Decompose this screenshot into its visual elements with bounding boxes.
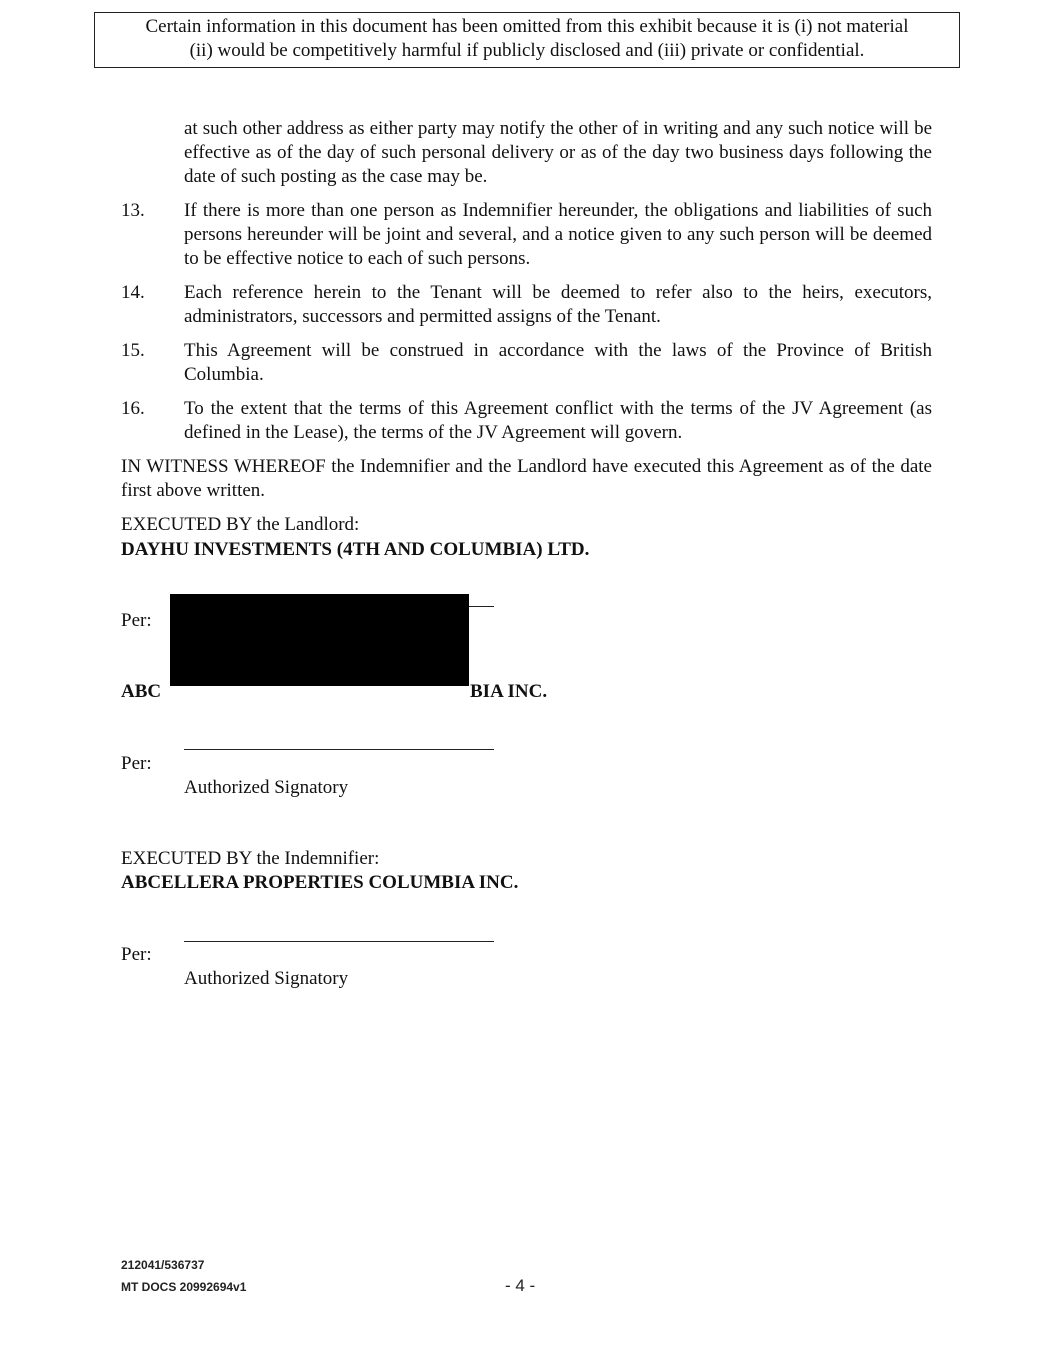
clause-number: 15. <box>121 340 145 361</box>
landlord-heading: EXECUTED BY the Landlord: <box>121 514 360 535</box>
landlord-company: DAYHU INVESTMENTS (4TH AND COLUMBIA) LTD. <box>121 539 590 560</box>
page-number: - 4 - <box>505 1276 536 1295</box>
notice-line-1: Certain information in this document has been omitted from this exhibit because it is (i) not material <box>145 16 909 37</box>
clause-text: To the extent that the terms of this Agreement conflict with the terms of the JV Agreement (as defined in the Lease), the terms of the JV Agreement will govern. <box>184 398 932 443</box>
indemnifier-heading: EXECUTED BY the Indemnifier: <box>121 848 380 869</box>
signature-line <box>184 749 494 750</box>
authorized-signatory-label: Authorized Signatory <box>184 777 349 798</box>
clause-number: 14. <box>121 282 145 303</box>
per-label: Per: <box>121 610 152 631</box>
clause-text: Each reference herein to the Tenant will be deemed to refer also to the heirs, executors, administrators, successors and permitted assigns of the Tenant. <box>184 282 932 327</box>
per-label: Per: <box>121 753 152 774</box>
per-label: Per: <box>121 944 152 965</box>
document-version: MT DOCS 20992694v1 <box>121 1280 247 1294</box>
document-reference: 212041/536737 <box>121 1258 205 1272</box>
notice-line-2: (ii) would be competitively harmful if publicly disclosed and (iii) private or confidential. <box>189 40 865 61</box>
confidentiality-notice <box>94 12 960 68</box>
continuation-paragraph: at such other address as either party may notify the other of in writing and any such notice will be effective as of the day of such personal delivery or as of the day two business days following the date of such posting as the case may be. <box>184 118 932 187</box>
authorized-signatory-label: Authorized Signatory <box>184 968 349 989</box>
clause-text: If there is more than one person as Indemnifier hereunder, the obligations and liabilities of such persons hereunder will be joint and several, and a notice given to any such person will be deemed to be effective notice to each of such persons. <box>184 200 932 269</box>
clause-number: 16. <box>121 398 145 419</box>
company-name-start: ABC <box>121 681 162 702</box>
clause-text: This Agreement will be construed in accordance with the laws of the Province of British Columbia. <box>184 340 932 385</box>
redaction-block <box>170 594 469 686</box>
company-name-end: BIA INC. <box>470 681 548 702</box>
indemnifier-company: ABCELLERA PROPERTIES COLUMBIA INC. <box>121 872 519 893</box>
clause-number: 13. <box>121 200 145 221</box>
witness-paragraph: IN WITNESS WHEREOF the Indemnifier and the Landlord have executed this Agreement as of the date first above written. <box>121 456 932 501</box>
indemnifier-signature-line <box>184 941 494 942</box>
